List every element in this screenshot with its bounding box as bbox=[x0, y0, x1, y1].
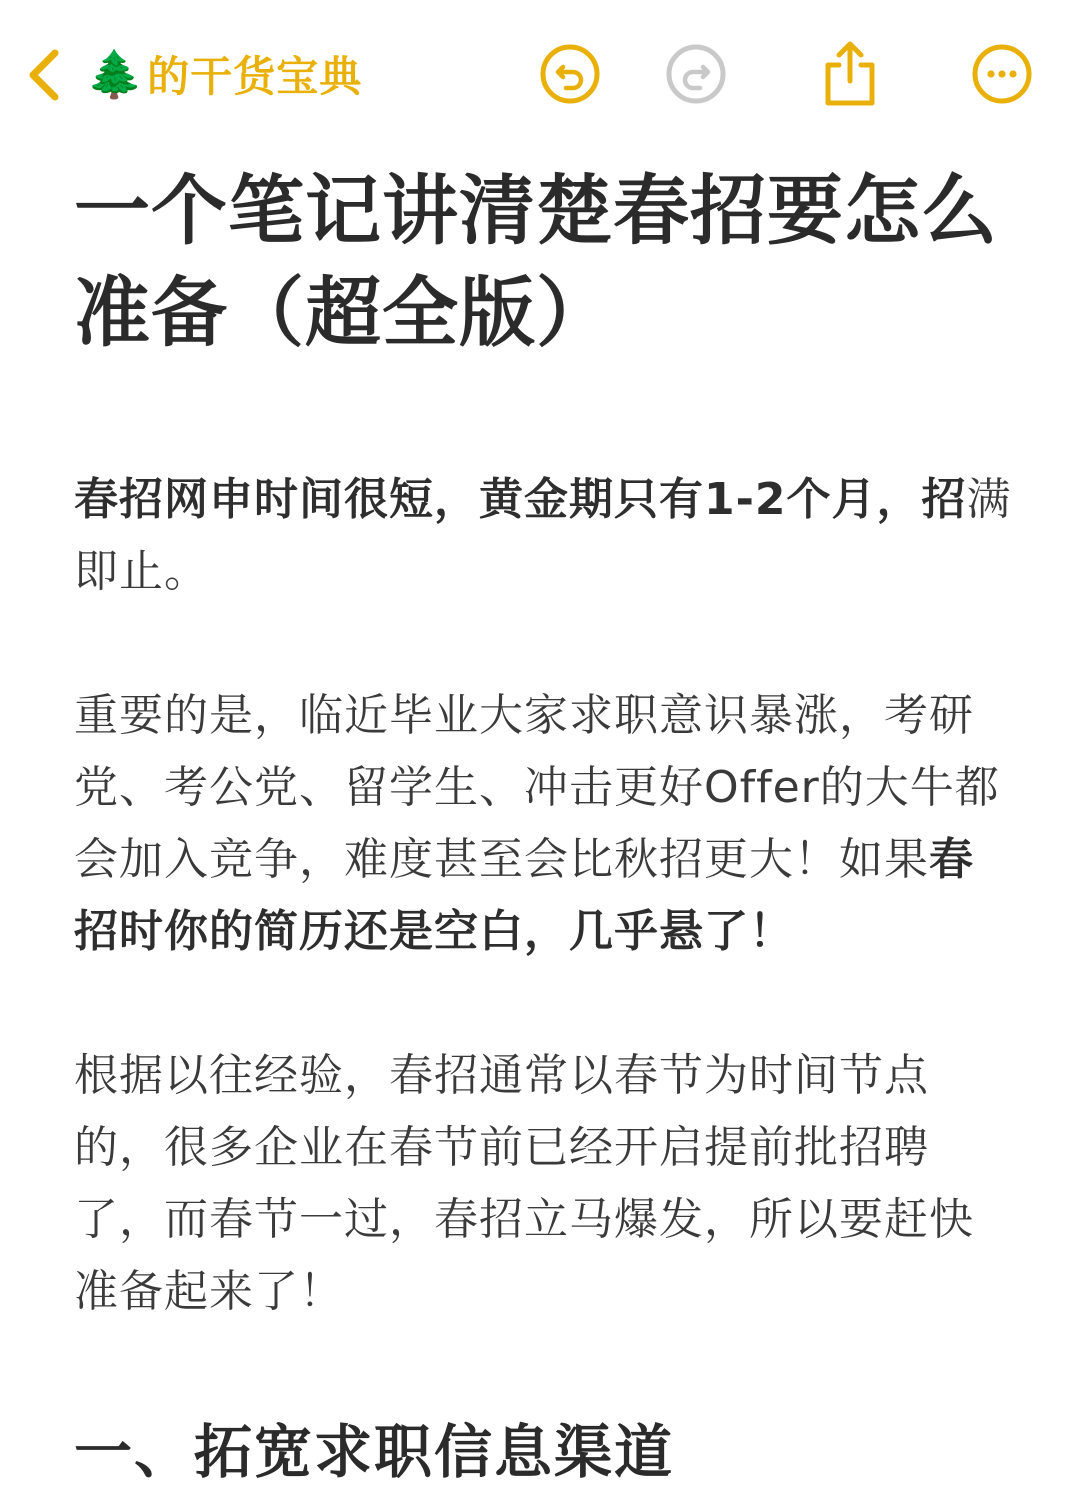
folder-name: 的干货宝典 bbox=[147, 52, 363, 101]
chevron-left-icon bbox=[25, 47, 63, 103]
undo-button[interactable] bbox=[538, 42, 602, 106]
paragraph-2-bold: 春招时你的简历还是空白，几乎悬了！ bbox=[74, 834, 974, 957]
section-heading: 一、拓宽求职信息渠道 bbox=[74, 1418, 675, 1486]
back-button[interactable] bbox=[20, 40, 68, 110]
paragraph-1-text: 满即止。 bbox=[74, 474, 1012, 597]
note-content[interactable] bbox=[74, 160, 1014, 1488]
more-icon bbox=[971, 43, 1033, 105]
undo-icon bbox=[539, 43, 601, 105]
redo-button[interactable] bbox=[664, 42, 728, 106]
tree-emoji-icon: 🌲 bbox=[86, 47, 144, 101]
top-navbar bbox=[0, 0, 1080, 140]
paragraph-1 bbox=[74, 464, 1014, 608]
paragraph-2 bbox=[74, 680, 1014, 968]
redo-icon bbox=[665, 43, 727, 105]
paragraph-2-text: 重要的是，临近毕业大家求职意识暴涨，考研党、考公党、留学生、冲击更好Offer的大牛都会加入竞争，难度甚至会比秋招更大！如果 bbox=[74, 690, 1000, 885]
folder-link[interactable] bbox=[86, 42, 362, 106]
more-options-button[interactable] bbox=[970, 42, 1034, 106]
note-title: 一个笔记讲清楚春招要怎么准备（超全版） bbox=[74, 166, 998, 357]
share-icon bbox=[820, 39, 880, 109]
paragraph-1-bold: 春招网申时间很短，黄金期只有1-2个月，招 bbox=[74, 474, 967, 525]
paragraph-3: 根据以往经验，春招通常以春节为时间节点的，很多企业在春节前已经开启提前批招聘了，而春节一过，春招立马爆发，所以要赶快准备起来了！ bbox=[74, 1050, 974, 1317]
share-button[interactable] bbox=[818, 42, 882, 106]
